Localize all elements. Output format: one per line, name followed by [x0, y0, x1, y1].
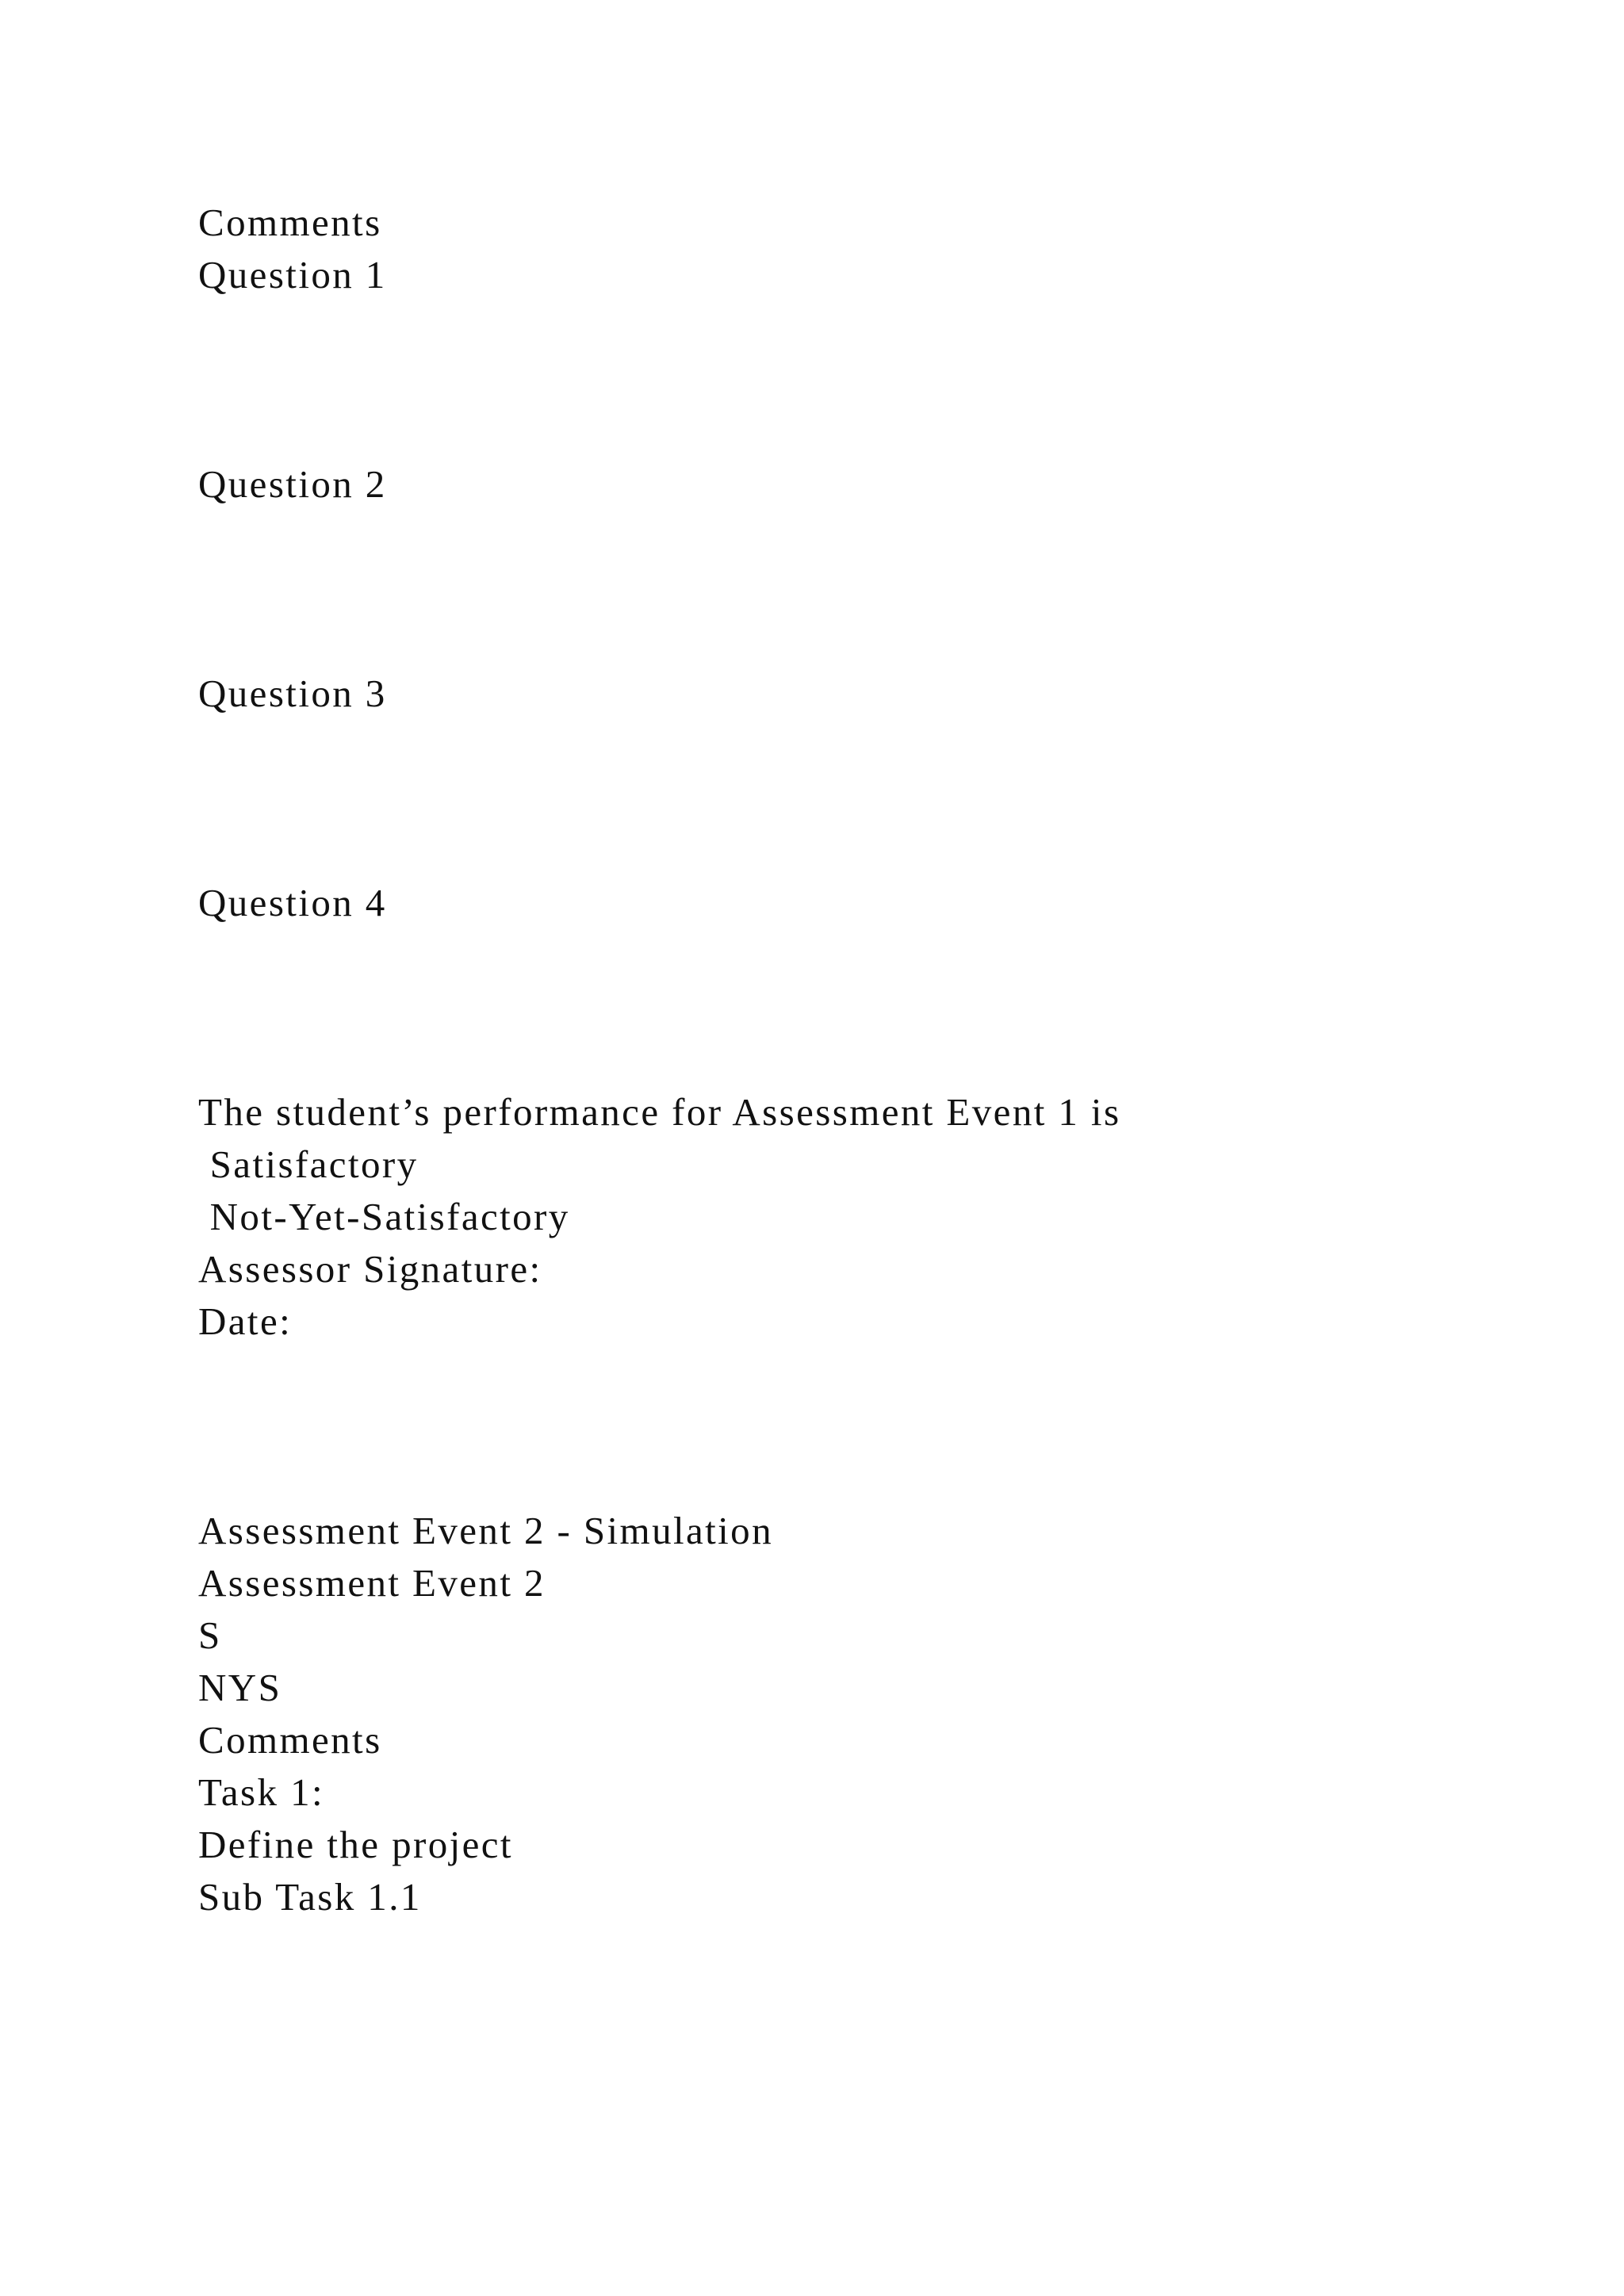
assessor-signature-label: Assessor Signature:	[198, 1247, 542, 1291]
question-1-label: Question 1	[198, 253, 387, 297]
performance-statement: The student’s performance for Assessment Event 1 is	[198, 1090, 1121, 1134]
task-1-label: Task 1:	[198, 1770, 324, 1814]
sub-task-1-1-label: Sub Task 1.1	[198, 1875, 422, 1919]
date-label: Date:	[198, 1299, 293, 1343]
event2-label: Assessment Event 2	[198, 1561, 546, 1605]
column-s-label: S	[198, 1613, 222, 1657]
column-nys-label: NYS	[198, 1666, 282, 1709]
option-satisfactory: Satisfactory	[198, 1142, 419, 1186]
comments-heading-2: Comments	[198, 1718, 382, 1762]
task-1-description: Define the project	[198, 1823, 513, 1866]
event2-title: Assessment Event 2 - Simulation	[198, 1509, 773, 1552]
question-3-label: Question 3	[198, 672, 387, 715]
option-not-yet-satisfactory: Not-Yet-Satisfactory	[198, 1195, 570, 1238]
question-4-label: Question 4	[198, 881, 387, 924]
question-2-label: Question 2	[198, 462, 387, 506]
comments-heading: Comments	[198, 201, 382, 244]
